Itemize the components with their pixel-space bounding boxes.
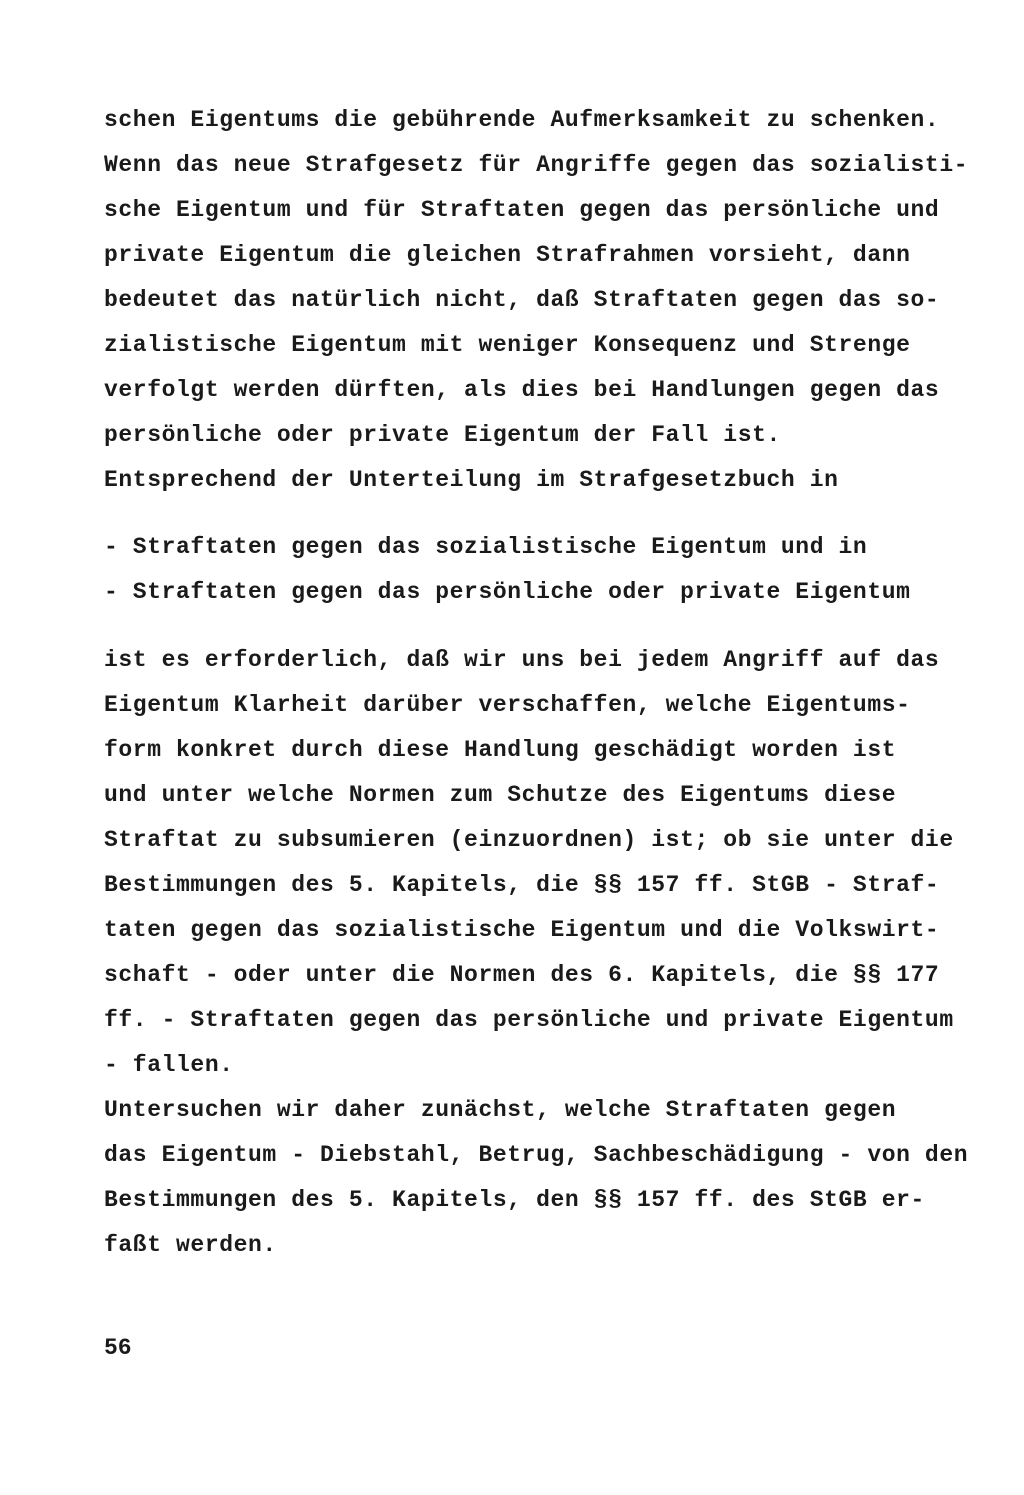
text-line: faßt werden. [104, 1232, 277, 1258]
text-line: taten gegen das sozialistische Eigentum und die Volkswirt- [104, 917, 940, 943]
text-line: Wenn das neue Strafgesetz für Angriffe gegen das sozialisti- [104, 152, 969, 178]
text-line: sche Eigentum und für Straftaten gegen das persönliche und [104, 197, 940, 223]
text-line: das Eigentum - Diebstahl, Betrug, Sachbeschädigung - von den [104, 1142, 969, 1168]
text-line: schen Eigentums die gebührende Aufmerksamkeit zu schenken. [104, 107, 940, 133]
text-line: schaft - oder unter die Normen des 6. Kapitels, die §§ 177 [104, 962, 940, 988]
page-number: 56 [104, 1335, 132, 1361]
text-line: persönliche oder private Eigentum der Fall ist. [104, 422, 781, 448]
text-line: ff. - Straftaten gegen das persönliche und private Eigentum [104, 1007, 954, 1033]
text-line: Straftat zu subsumieren (einzuordnen) ist; ob sie unter die [104, 827, 954, 853]
text-line: form konkret durch diese Handlung geschädigt worden ist [104, 737, 897, 763]
text-line: bedeutet das natürlich nicht, daß Straftaten gegen das so- [104, 287, 940, 313]
list-item: - Straftaten gegen das persönliche oder private Eigentum [104, 579, 911, 605]
text-line: und unter welche Normen zum Schutze des Eigentums diese [104, 782, 897, 808]
text-line: verfolgt werden dürften, als dies bei Handlungen gegen das [104, 377, 940, 403]
text-line: Eigentum Klarheit darüber verschaffen, welche Eigentums- [104, 692, 911, 718]
text-line: private Eigentum die gleichen Strafrahmen vorsieht, dann [104, 242, 911, 268]
text-line: ist es erforderlich, daß wir uns bei jedem Angriff auf das [104, 647, 940, 673]
text-line: Bestimmungen des 5. Kapitels, den §§ 157 ff. des StGB er- [104, 1187, 925, 1213]
list-item: - Straftaten gegen das sozialistische Eigentum und in [104, 534, 868, 560]
text-line: zialistische Eigentum mit weniger Konsequenz und Strenge [104, 332, 911, 358]
text-line: Untersuchen wir daher zunächst, welche Straftaten gegen [104, 1097, 897, 1123]
text-line: - fallen. [104, 1052, 234, 1078]
text-line: Bestimmungen des 5. Kapitels, die §§ 157 ff. StGB - Straf- [104, 872, 940, 898]
text-line: Entsprechend der Unterteilung im Strafgesetzbuch in [104, 467, 839, 493]
